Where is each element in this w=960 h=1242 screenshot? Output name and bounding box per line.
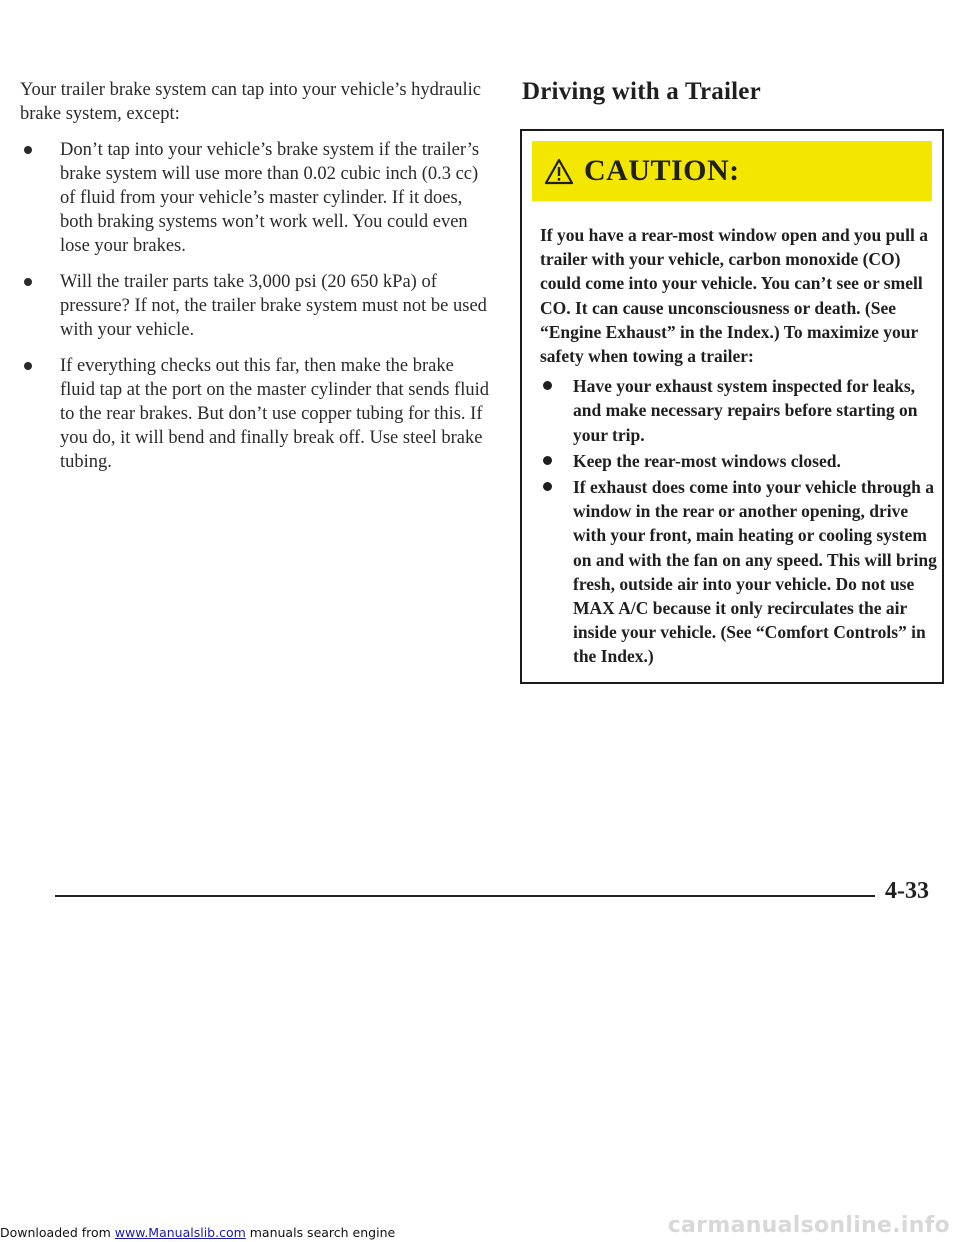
caution-body bbox=[540, 223, 938, 671]
list-item bbox=[540, 449, 938, 473]
list-item bbox=[540, 475, 938, 669]
warning-triangle-icon bbox=[544, 158, 574, 185]
manualslib-link[interactable]: www.Manualslib.com bbox=[114, 1225, 246, 1240]
brake-requirements-list bbox=[20, 138, 490, 474]
list-item bbox=[20, 270, 490, 342]
section-title: Driving with a Trailer bbox=[522, 78, 761, 105]
list-item bbox=[20, 138, 490, 258]
footer-divider bbox=[55, 895, 875, 897]
caution-box bbox=[520, 129, 944, 684]
list-item-text: If exhaust does come into your vehicle through a window in the rear or another opening, drive with your front, main heating or cooling system on and with the fan on any speed. This will bring fresh, outside air into your vehicle. Do not use MAX A/C because it only recirculates the air inside your vehicle. (See “Comfort Controls” in the Index.) bbox=[573, 477, 937, 667]
bullet-icon bbox=[543, 456, 552, 465]
caution-list bbox=[540, 374, 938, 668]
intro-paragraph: Your trailer brake system can tap into your vehicle’s hydraulic brake system, except: bbox=[20, 80, 482, 124]
download-banner bbox=[0, 1225, 395, 1240]
left-column bbox=[20, 78, 490, 486]
list-item-text: Keep the rear-most windows closed. bbox=[573, 450, 841, 471]
list-item-text: Have your exhaust system inspected for leaks, and make necessary repairs before starting on your trip. bbox=[573, 376, 918, 445]
banner-prefix: Downloaded from bbox=[0, 1225, 115, 1240]
caution-label: CAUTION: bbox=[584, 154, 740, 187]
bullet-icon bbox=[543, 482, 552, 491]
bullet-icon bbox=[24, 278, 32, 286]
bullet-icon bbox=[24, 146, 32, 154]
watermark: carmanualsonline.info bbox=[667, 1213, 950, 1238]
page-number: 4-33 bbox=[885, 878, 929, 904]
caution-header bbox=[532, 141, 932, 201]
list-item bbox=[540, 374, 938, 447]
banner-suffix: manuals search engine bbox=[245, 1225, 396, 1240]
bullet-icon bbox=[543, 381, 552, 390]
list-item bbox=[20, 354, 490, 474]
list-item-text: If everything checks out this far, then make the brake fluid tap at the port on the master cylinder that sends fluid to the rear brakes. But don’t use copper tubing for this. If you do, it will bend and finally break off. Use steel brake tubing. bbox=[60, 356, 489, 472]
list-item-text: Will the trailer parts take 3,000 psi (20 650 kPa) of pressure? If not, the trailer brake system must not be used with your vehicle. bbox=[60, 272, 487, 340]
list-item-text: Don’t tap into your vehicle’s brake system if the trailer’s brake system will use more than 0.02 cubic inch (0.3 cc) of fluid from your vehicle’s master cylinder. If it does, both braking systems won’t work well. You could even lose your brakes. bbox=[60, 140, 480, 256]
bullet-icon bbox=[24, 362, 32, 370]
caution-intro: If you have a rear-most window open and you pull a trailer with your vehicle, carbon monoxide (CO) could come into your vehicle. You can’t see or smell CO. It can cause unconsciousness or death. (See “Engine Exhaust” in the Index.) To maximize your safety when towing a trailer: bbox=[540, 225, 928, 367]
